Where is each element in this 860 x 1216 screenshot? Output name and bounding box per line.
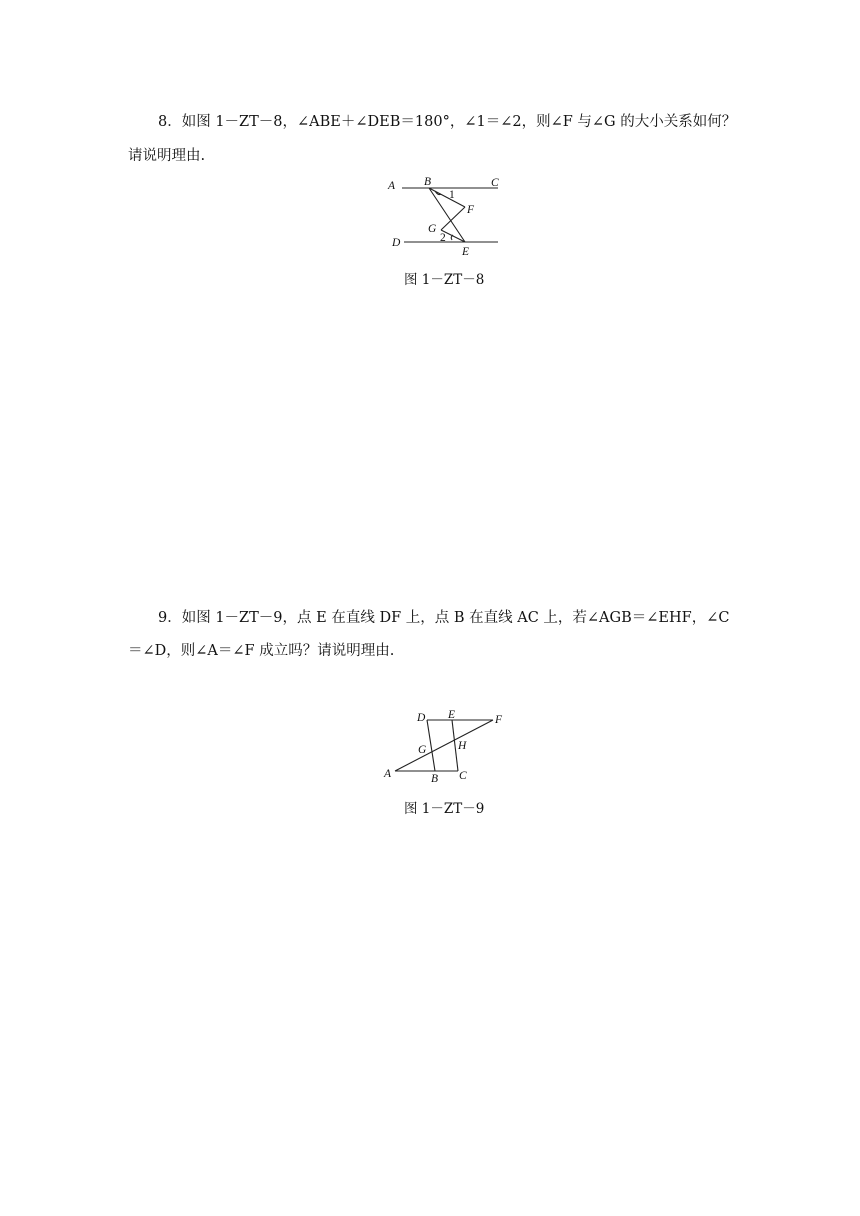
segment-GE	[441, 230, 465, 242]
label-E-9: E	[448, 709, 456, 721]
figure-8-caption: 图 1－ZT－8	[404, 272, 485, 288]
label-E: E	[462, 246, 470, 258]
problem-8-line-1: 8．如图 1－ZT－8，∠ABE＋∠DEB＝180°，∠1＝∠2，则∠F 与∠G 的大小关系如何？	[158, 114, 737, 130]
label-G: G	[428, 223, 437, 235]
label-A-9: A	[384, 768, 392, 780]
angle-1-arc	[435, 191, 441, 195]
label-B: B	[424, 176, 432, 188]
segment-BF	[429, 188, 465, 207]
segment-BE	[429, 188, 465, 242]
segment-FG	[441, 207, 465, 230]
segment-AF	[395, 720, 493, 771]
label-A: A	[388, 180, 396, 192]
label-angle-2: 2	[440, 232, 446, 244]
segment-DB	[427, 720, 435, 771]
label-C-9: C	[459, 770, 467, 782]
segment-EC	[452, 720, 458, 771]
problem-9-line-1: 9．如图 1－ZT－9，点 E 在直线 DF 上，点 B 在直线 AC 上，若∠AGB＝∠EHF，∠C	[158, 610, 730, 626]
problem-8-line-2: 请说明理由.	[128, 148, 206, 164]
label-F-9: F	[495, 714, 503, 726]
label-D-9: D	[417, 712, 426, 724]
label-D: D	[392, 237, 401, 249]
problem-9-line-2: ＝∠D，则∠A＝∠F 成立吗？请说明理由.	[128, 643, 395, 659]
label-C: C	[491, 177, 499, 189]
angle-2-arc	[451, 235, 453, 240]
label-H-9: H	[458, 740, 467, 752]
label-F: F	[467, 204, 475, 216]
label-angle-1: 1	[449, 189, 455, 201]
figure-9-caption: 图 1－ZT－9	[404, 801, 485, 817]
label-B-9: B	[431, 773, 439, 785]
label-G-9: G	[418, 744, 427, 756]
